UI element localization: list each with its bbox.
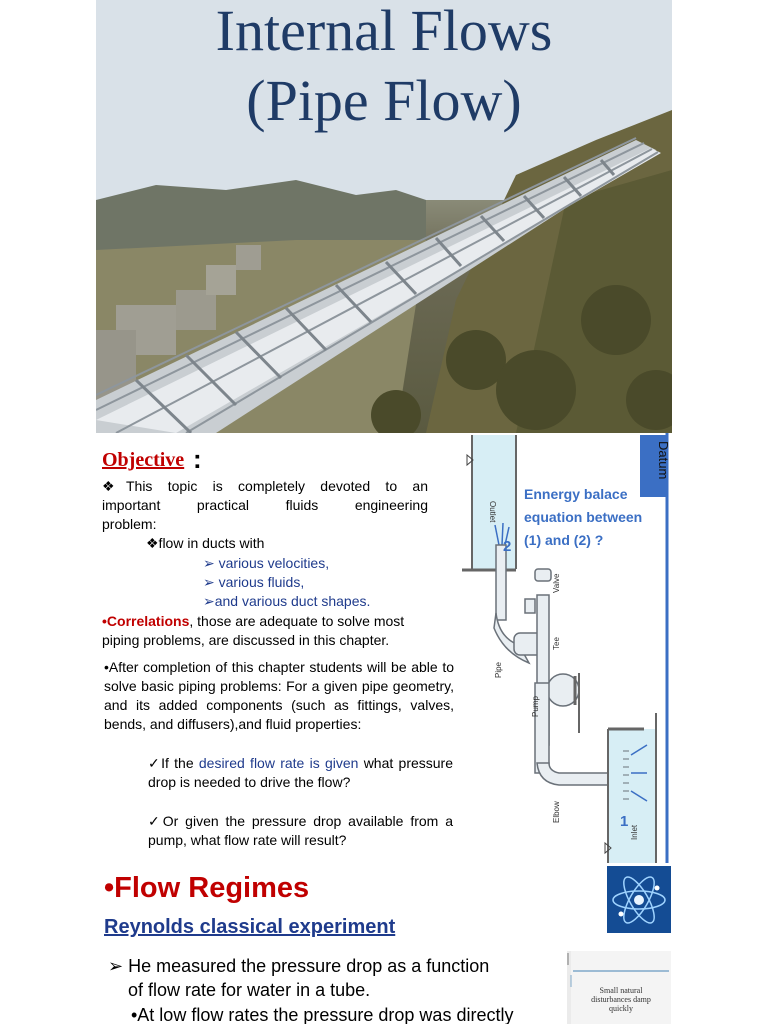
title-line-1: Internal Flows (215, 0, 553, 63)
check-item-2: ✓Or given the pressure drop available from a pump, what flow rate will result? (148, 813, 453, 848)
atom-image (607, 866, 671, 933)
elbow-label: Elbow (552, 801, 561, 823)
measured-line-1: ➢ He measured the pressure drop as a function (108, 956, 490, 976)
correlations-word: •Correlations (102, 613, 190, 629)
correlations-line-1 (102, 612, 432, 631)
bullet-duct-shapes: ➢and various duct shapes. (203, 593, 371, 609)
point-1-label: 1 (620, 813, 629, 830)
outlet-label: Outlet (488, 501, 497, 523)
bullet-velocities: ➢ various velocities, (203, 555, 330, 571)
subpoint-flow-in-ducts: ❖flow in ducts with (146, 535, 265, 551)
disturbance-caption: Small natural disturbances damp quickly (591, 986, 651, 1013)
objective-line-2: important practical fluids engineering (102, 497, 428, 513)
tee-label: Tee (552, 637, 561, 650)
flow-regimes-heading: •Flow Regimes (104, 872, 310, 904)
bullet-fluids: ➢ various fluids, (203, 574, 305, 590)
atom-graphic (607, 866, 671, 933)
caption-line-2: equation between (524, 509, 643, 525)
objective-line-3: problem: (102, 516, 157, 532)
pump-label: Pump (531, 696, 540, 717)
objective-colon: : (193, 444, 202, 474)
caption-line-3: (1) and (2) ? (524, 532, 604, 548)
objective-heading: Objective (102, 449, 185, 471)
reynolds-subheading: Reynolds classical experiment (104, 916, 396, 938)
datum-label: Datum (656, 441, 671, 480)
piping-system-drawing (459, 433, 671, 863)
measured-bullet (108, 954, 538, 1002)
valve-label: Valve (552, 573, 561, 593)
point-2-label: 2 (503, 538, 512, 555)
pipe-label: Pipe (494, 661, 503, 678)
measured-line-2: of flow rate for water in a tube. (128, 980, 371, 1000)
pipeline-landscape (96, 0, 672, 433)
check-1-blue: desired flow rate is given (198, 755, 359, 771)
correlations-line-2: piping problems, are discussed in this chapter. (102, 632, 390, 648)
check-item-1 (148, 754, 453, 792)
check-1-post: what pressure drop is needed to drive the flow? (148, 755, 453, 790)
inlet-label: Inlet (630, 824, 639, 840)
after-completion-paragraph: •After completion of this chapter students will be able to solve basic piping problems: For a given pipe geometry, and its added components (such as fittings, valves, bends, and diffusers),and fluid properties: (104, 659, 454, 732)
low-flow-line: •At low flow rates the pressure drop was directly (131, 1005, 514, 1024)
objective-line-1: ❖This topic is completely devoted to an (102, 478, 428, 494)
check-1-pre: ✓If the (148, 755, 199, 771)
title-line-2: (Pipe Flow) (246, 68, 522, 133)
caption-line-1: Ennergy balace (524, 486, 628, 502)
hero-photo (96, 0, 672, 433)
correlations-rest: , those are adequate to solve most (189, 613, 405, 629)
piping-diagram (459, 433, 671, 863)
